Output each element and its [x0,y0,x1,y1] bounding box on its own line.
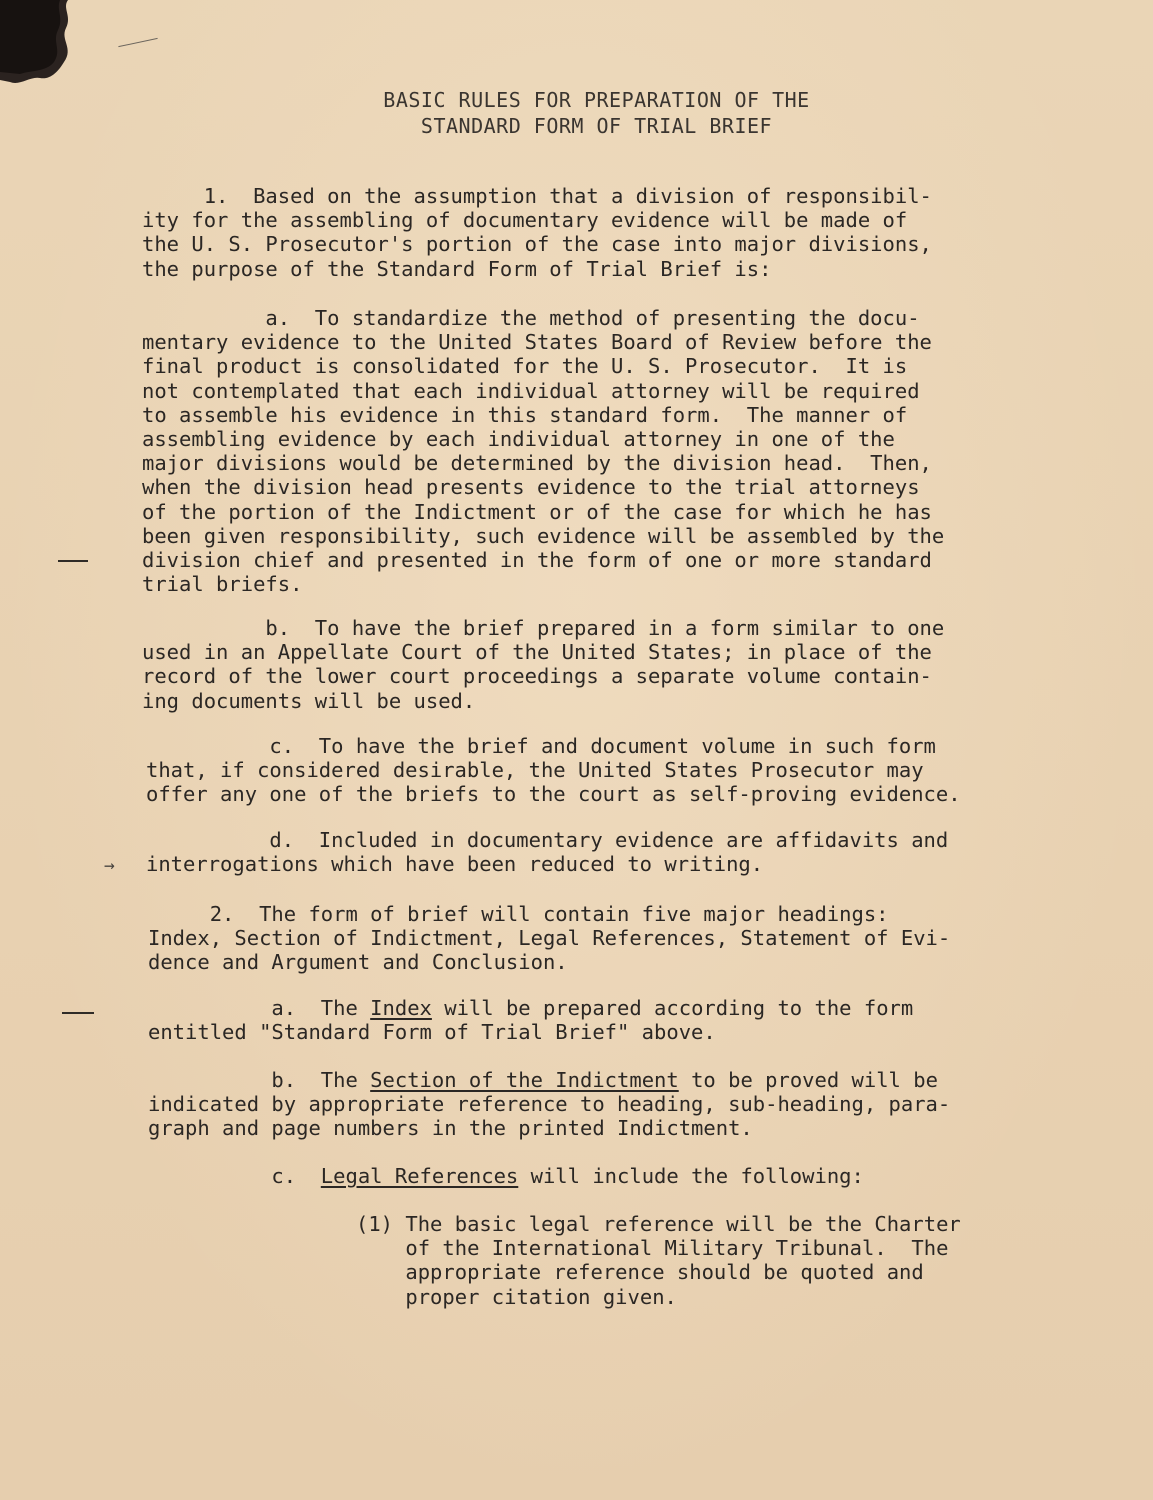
torn-corner [0,0,90,90]
section-of-indictment-term: Section of the Indictment [370,1068,679,1092]
index-term: Index [370,996,432,1020]
paragraph-2b-intro: b. The [148,1068,371,1092]
paragraph-2c-intro: c. [148,1164,321,1188]
paragraph-2: 2. The form of brief will contain five major headings: Index, Section of Indictment, Legal References, Statement of Evi- dence and Argument and Conclusion. [148,902,951,975]
legal-references-term: Legal References [320,1164,519,1188]
paragraph-1d: d. Included in documentary evidence are affidavits and interrogations which have been reduced to writing. [146,828,949,877]
paragraph-1c: c. To have the brief and document volume in such form that, if considered desirable, the United States Prosecutor may offer any one of the briefs to the court as self-proving evidence. [146,734,961,807]
pencil-mark [118,38,157,47]
margin-dash [62,1012,94,1014]
paragraph-1b: b. To have the brief prepared in a form similar to one used in an Appellate Court of the United States; in place of the record of the lower court proceedings a separate volume contain- ing documents will be used. [142,616,945,713]
paragraph-2a [148,996,913,1044]
paragraph-1: 1. Based on the assumption that a division of responsibil- ity for the assembling of documentary evidence will be made of the U. S. Prosecutor's portion of the case into major divisions, the purpose of the Standard Form of Trial Brief is: [142,184,932,281]
paragraph-1a: a. To standardize the method of presenting the docu- mentary evidence to the United States Board of Review before the final product is consolidated for the U. S. Prosecutor. It is not contemplated that each individual attorney will be required to assemble his evidence in this standard form. The manner of assembling evidence by each individual attorney in one of the major divisions would be determined by the division head. Then, when the division head presents evidence to the trial attorneys of the portion of the Indictment or of the case for which he has been given responsibility, such evidence will be assembled by the division chief and presented in the form of one or more standard trial briefs. [142,306,945,597]
paragraph-2c [148,1164,864,1188]
document-title-line-1: BASIC RULES FOR PREPARATION OF THE [383,88,810,112]
document-title-line-2: STANDARD FORM OF TRIAL BRIEF [420,114,773,138]
paragraph-2a-body: will be prepared according to the form entitled "Standard Form of Trial Brief" above. [148,996,914,1045]
margin-dash [58,560,88,562]
margin-arrow-icon: → [104,855,115,876]
paragraph-2a-intro: a. The [148,996,371,1020]
paragraph-2b [148,1068,950,1141]
paragraph-2b-body: to be proved will be indicated by appropriate reference to heading, sub-heading, para- graph and page numbers in the printed Indictment. [148,1068,951,1141]
paragraph-2c-item-1: (1) The basic legal reference will be the Charter of the International Military Tribunal. The appropriate reference should be quoted and proper citation given. [356,1212,961,1309]
paragraph-2c-body: will include the following: [518,1164,864,1188]
